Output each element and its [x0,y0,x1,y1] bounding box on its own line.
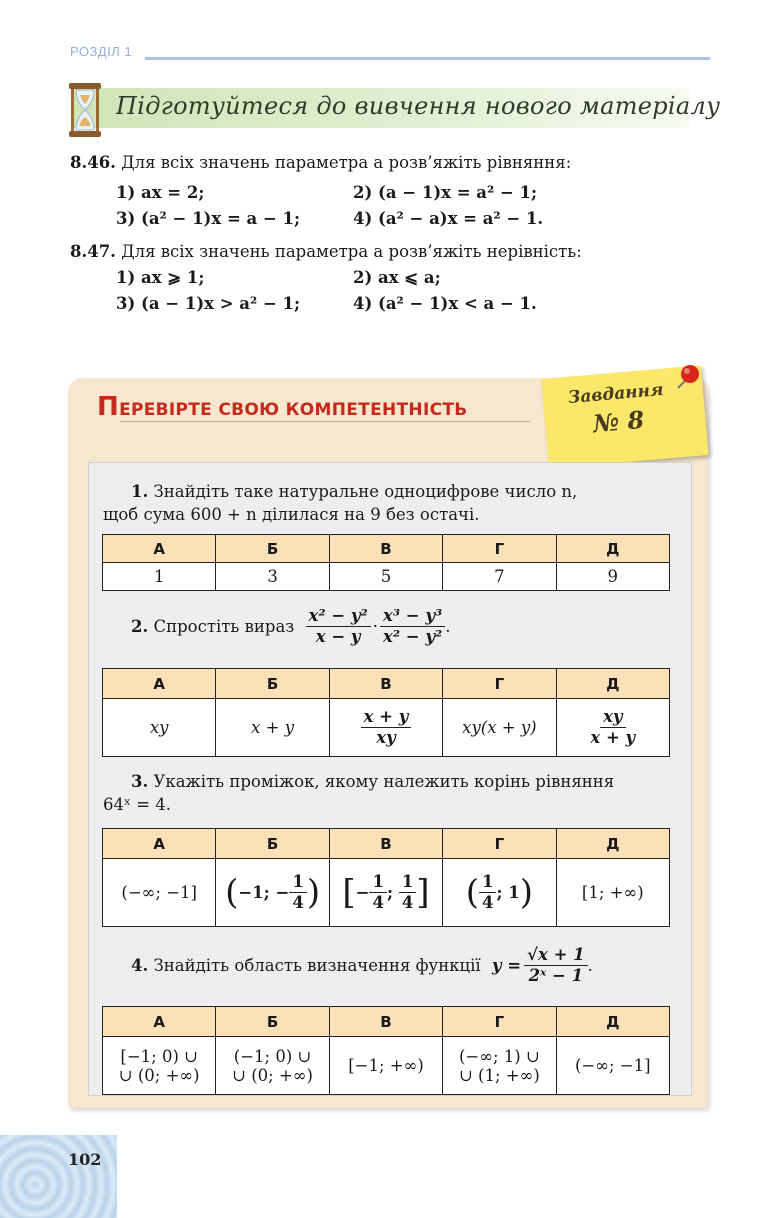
section-label: РОЗДІЛ 1 [70,44,133,59]
column-header: А [103,669,216,699]
question-2 [131,606,450,647]
answer-cell [443,1037,556,1095]
answer-table-2 [102,668,670,757]
answer-cell [103,1037,216,1095]
question-number: 3. [131,772,149,791]
answer-line: (−∞; −1] [574,1056,651,1075]
answer-line: [−1; 0) ∪ [120,1046,198,1066]
pushpin-icon [668,360,704,396]
answer-cell: ( $\frac{1}{4}$ ; 1) [443,859,556,927]
operator: · [372,617,378,636]
column-header: Д [556,535,669,563]
column-header: Г [443,829,556,859]
question-number: 1. [131,482,149,501]
denominator: 4 [372,893,384,912]
interval-text: − [355,883,370,902]
exercise-item: 4) (a² − a)x = a² − 1. [353,209,544,228]
denominator: 4 [292,893,304,912]
answer-cell: 7 [443,563,556,591]
fraction [306,606,371,647]
column-header: Б [216,669,329,699]
exercise-847 [70,241,582,263]
fraction [479,872,496,913]
answer-line: ∪ (0; +∞) [118,1065,200,1085]
exercise-number: 8.47. [70,242,116,261]
answer-line: ∪ (0; +∞) [232,1065,313,1085]
fraction [380,606,445,647]
answer-cell: (−∞; −1] [103,859,216,927]
fraction [587,707,638,748]
answer-line: ∪ (1; +∞) [458,1065,540,1085]
answer-cell: x + y [216,699,329,757]
answer-cell: xy(x + y) [443,699,556,757]
question-3 [103,770,678,816]
column-header: Г [443,535,556,563]
fraction [369,872,386,913]
answer-cell: 5 [329,563,442,591]
task-label: Завдання [567,379,665,409]
column-header: В [329,829,442,859]
question-3-line-1 [103,770,678,793]
exercise-text: Для всіх значень параметра a розв’яжіть рівняння: [121,153,572,172]
exercise-item: 3) (a − 1)x > a² − 1; [116,294,301,313]
numerator: x² − y² [306,606,371,627]
denominator: 4 [401,893,414,912]
answer-cell: [− $\frac{1}{4}$ ; $\frac{1}{4}$ ] [329,859,442,927]
answer-cell [329,1037,442,1095]
answer-cell: 3 [216,563,329,591]
column-header: В [329,669,442,699]
column-header: Б [216,1007,329,1037]
interval-text: ; 1 [496,883,520,902]
section-divider [145,57,710,60]
column-header: Б [216,829,329,859]
panel-title-underline [120,421,530,422]
answer-line: (−∞; 1) ∪ [458,1046,540,1066]
answer-cell: 9 [556,563,669,591]
denominator: xy [376,728,396,747]
question-number: 2. [131,617,149,636]
answer-cell [556,699,669,757]
exercise-item: 2) (a − 1)x = a² − 1; [353,183,538,202]
exercise-item: 1) ax ⩾ 1; [116,268,205,287]
punctuation: . [587,956,593,975]
exercise-item: 4) (a² − 1)x < a − 1. [353,294,537,313]
denominator: x² − y² [383,627,443,646]
exercise-item: 1) ax = 2; [116,183,205,202]
panel-title-rest: ЕРЕВІРТЕ СВОЮ КОМПЕТЕНТНІСТЬ [119,400,468,420]
exercise-846 [70,152,571,174]
exercise-item: 3) (a² − 1)x = a − 1; [116,209,301,228]
exercise-number: 8.46. [70,153,116,172]
question-1-line-2: щоб сума 600 + n ділилася на 9 без остачі. [103,505,480,524]
numerator: 1 [289,872,306,893]
column-header: Б [216,535,329,563]
fraction [524,945,587,986]
answer-cell [216,1037,329,1095]
column-header: В [329,1007,442,1037]
numerator: x + y [361,707,412,728]
question-3-line-2: 64ˣ = 4. [103,795,172,814]
answer-line: (−1; 0) ∪ [233,1046,312,1066]
column-header: Г [443,1007,556,1037]
denominator: 2ˣ − 1 [528,966,584,985]
numerator: 1 [399,872,416,893]
numerator: 1 [479,872,496,893]
answer-table-3 [102,828,670,927]
interval-text: −1; − [238,883,290,902]
answer-cell: [1; +∞) [556,859,669,927]
question-text: Укажіть проміжок, якому належить корінь рівняння [153,772,615,791]
corner-decoration [0,1135,117,1218]
panel-title-initial: П [97,392,120,422]
interval-text: ; [386,883,399,902]
question-1 [103,480,678,526]
column-header: А [103,1007,216,1037]
numerator: 1 [369,872,386,893]
column-header: Д [556,1007,669,1037]
exercise-item: 2) ax ⩽ a; [353,268,441,287]
question-1-line-1 [103,480,678,503]
answer-line: [−1; +∞) [348,1056,424,1075]
answer-cell [329,699,442,757]
punctuation: . [445,617,451,636]
answer-cell: (−1; − $\frac{1}{4}$ ) [216,859,329,927]
question-text: Знайдіть таке натуральне одноцифрове число n, [153,482,578,501]
answer-cell: xy [103,699,216,757]
page-number: 102 [68,1150,102,1169]
exercise-text: Для всіх значень параметра a розв’яжіть нерівність: [121,242,582,261]
numerator: √x + 1 [524,945,587,966]
fraction [361,707,412,748]
column-header: А [103,829,216,859]
fraction [289,872,306,913]
column-header: Д [556,669,669,699]
question-number: 4. [131,956,149,975]
answer-table-4 [102,1006,670,1095]
column-header: Д [556,829,669,859]
answer-cell: 1 [103,563,216,591]
panel-title [97,392,468,422]
column-header: Г [443,669,556,699]
question-4 [131,945,593,986]
fraction [399,872,416,913]
function-lhs: y = [491,956,522,975]
column-header: А [103,535,216,563]
answer-cell [556,1037,669,1095]
column-header: В [329,535,442,563]
denominator: 4 [481,893,494,912]
task-number: № 8 [591,404,646,439]
denominator: x + y [590,728,636,747]
banner-title: Підготуйтеся до вивчення нового матеріалу [116,92,721,120]
numerator: x³ − y³ [380,606,445,627]
answer-table-1 [102,534,670,591]
denominator: x − y [315,627,361,646]
hourglass-icon [68,82,102,138]
question-text: Знайдіть область визначення функції [153,956,481,975]
numerator: xy [600,707,625,728]
question-text: Спростіть вираз [153,617,295,636]
